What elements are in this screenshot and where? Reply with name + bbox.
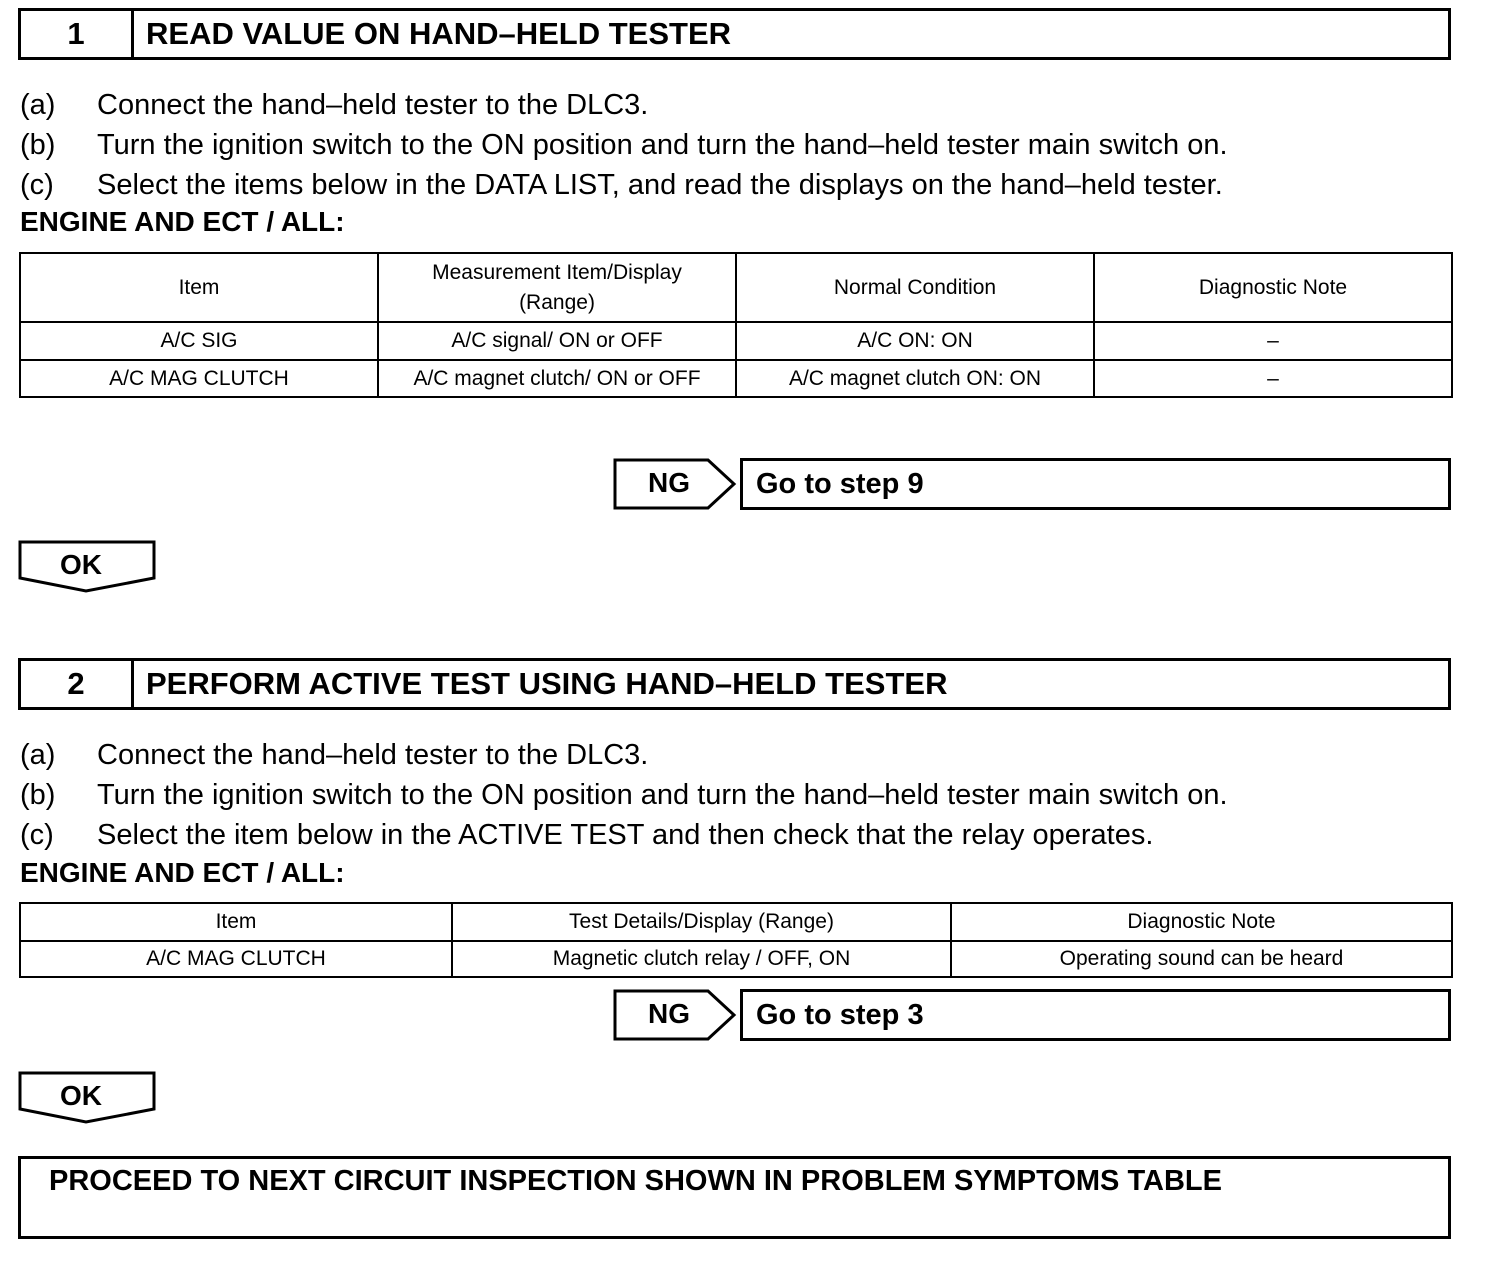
final-instruction-box: [18, 1156, 1451, 1239]
table-row: [20, 322, 1452, 360]
table-cell: –: [1094, 360, 1452, 397]
instruction-text: Turn the ignition switch to the ON position and turn the hand–held tester main switch on.: [97, 779, 1228, 811]
instruction-text: Select the item below in the ACTIVE TEST and then check that the relay operates.: [97, 819, 1154, 851]
final-instruction-text: PROCEED TO NEXT CIRCUIT INSPECTION SHOWN IN PROBLEM SYMPTOMS TABLE: [49, 1165, 1222, 1197]
table-row: [20, 360, 1452, 397]
header-cell: [378, 253, 736, 322]
header-cell: Normal Condition: [736, 253, 1094, 322]
table-row: [20, 941, 1452, 977]
step1-instruction-b: [20, 125, 1228, 165]
step1-section-heading: ENGINE AND ECT / ALL:: [20, 206, 345, 237]
table-cell: A/C magnet clutch/ ON or OFF: [378, 360, 736, 397]
step1-data-table: [19, 252, 1453, 398]
table-header-row: [20, 253, 1452, 322]
step2-data-table: [19, 902, 1453, 978]
step1-ng-label: NG: [648, 467, 690, 498]
step1-ng-action[interactable]: Go to step 9: [740, 458, 1451, 510]
step2-number: 2: [21, 661, 134, 707]
step2-section-heading: ENGINE AND ECT / ALL:: [20, 857, 345, 888]
header-cell: Test Details/Display (Range): [452, 903, 951, 941]
instruction-text: Connect the hand–held tester to the DLC3.: [97, 739, 649, 771]
table-cell: –: [1094, 322, 1452, 360]
step2-header: [18, 658, 1451, 710]
instruction-label: (c): [20, 169, 54, 201]
table-cell: A/C ON: ON: [736, 322, 1094, 360]
instruction-label: (c): [20, 819, 54, 851]
table-cell: A/C MAG CLUTCH: [20, 941, 452, 977]
step2-title: PERFORM ACTIVE TEST USING HAND–HELD TESTER: [146, 666, 948, 701]
step1-title: READ VALUE ON HAND–HELD TESTER: [146, 16, 732, 51]
instruction-text: Connect the hand–held tester to the DLC3.: [97, 89, 649, 121]
header-cell: Diagnostic Note: [1094, 253, 1452, 322]
step1-ok-label: OK: [60, 549, 102, 580]
header-cell: Item: [20, 253, 378, 322]
step2-ng-label: NG: [648, 998, 690, 1029]
step1-header: [18, 8, 1451, 60]
step2-instruction-b: [20, 775, 1228, 815]
table-header-row: [20, 903, 1452, 941]
instruction-label: (b): [20, 129, 56, 161]
instruction-text: Turn the ignition switch to the ON position and turn the hand–held tester main switch on.: [97, 129, 1228, 161]
table-cell: Operating sound can be heard: [951, 941, 1452, 977]
step1-number: 1: [21, 11, 134, 57]
step2-instruction-c: [20, 815, 1153, 855]
step1-instruction-c: [20, 165, 1223, 205]
step2-ok-label: OK: [60, 1080, 102, 1111]
table-cell: Magnetic clutch relay / OFF, ON: [452, 941, 951, 977]
header-cell: Diagnostic Note: [951, 903, 1452, 941]
step1-instruction-a: [20, 85, 648, 125]
instruction-label: (a): [20, 89, 56, 121]
step2-ng-action[interactable]: Go to step 3: [740, 989, 1451, 1041]
table-cell: A/C SIG: [20, 322, 378, 360]
instruction-text: Select the items below in the DATA LIST, and read the displays on the hand–held tester.: [97, 169, 1223, 201]
table-cell: A/C signal/ ON or OFF: [378, 322, 736, 360]
step2-instruction-a: [20, 735, 648, 775]
table-cell: A/C magnet clutch ON: ON: [736, 360, 1094, 397]
instruction-label: (a): [20, 739, 56, 771]
header-line: (Range): [519, 290, 595, 314]
header-cell: Item: [20, 903, 452, 941]
instruction-label: (b): [20, 779, 56, 811]
table-cell: A/C MAG CLUTCH: [20, 360, 378, 397]
header-line: Measurement Item/Display: [432, 260, 682, 284]
